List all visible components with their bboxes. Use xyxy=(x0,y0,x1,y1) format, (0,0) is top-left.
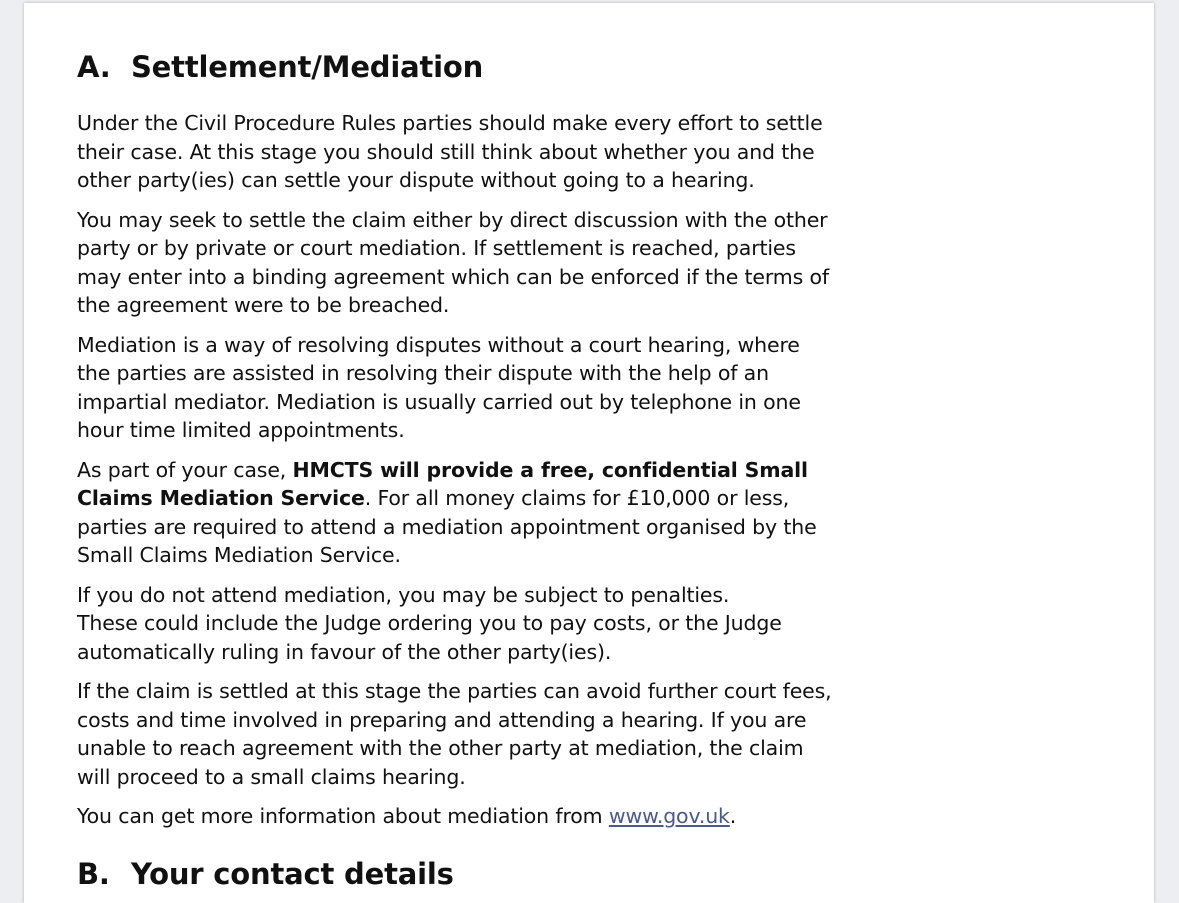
paragraph-hmcts-mediation-service xyxy=(77,456,837,570)
hmcts-bold-text: HMCTS will provide a free, confidential Small Claims Mediation Service xyxy=(77,457,808,510)
gov-uk-link[interactable]: www.gov.uk xyxy=(608,804,730,828)
paragraph-settle-claim: You may seek to settle the claim either by direct discussion with the other party or by private or court mediation. If settlement is reached, parties may enter into a binding agreement which can be enforced if the terms of the agreement were to be breached. xyxy=(77,207,829,317)
section-b-number: B. xyxy=(77,857,110,891)
paragraph-more-information xyxy=(77,802,837,831)
paragraph-civil-procedure-rules: Under the Civil Procedure Rules parties should make every effort to settle their case. At this stage you should still think about whether you and the other party(ies) can settle your dispute without going to a hearing. xyxy=(77,111,823,192)
section-a xyxy=(77,47,837,842)
section-a-heading xyxy=(77,47,837,87)
more-info-suffix: . xyxy=(729,804,737,828)
hmcts-suffix-text: . For all money claims for £10,000 or less, parties are required to attend a mediation appointment organised by the Small Claims Mediation Service. xyxy=(77,486,817,567)
section-b-heading xyxy=(77,854,454,894)
paragraph-penalties xyxy=(77,581,837,667)
paragraph-mediation-definition: Mediation is a way of resolving disputes without a court hearing, where the parties are assisted in resolving their dispute with the help of an impartial mediator. Mediation is usually carried out by telephone in one hour time limited appointments. xyxy=(77,332,801,442)
section-a-title: Settlement/Mediation xyxy=(131,50,484,84)
section-a-number: A. xyxy=(77,50,111,84)
document-page xyxy=(24,3,1154,903)
penalties-line-2: These could include the Judge ordering you to pay costs, or the Judge automatically ruling in favour of the other party(ies). xyxy=(77,611,782,664)
more-info-prefix: You can get more information about mediation from xyxy=(77,804,609,828)
penalties-line-1: If you do not attend mediation, you may be subject to penalties. xyxy=(77,582,730,607)
section-b-title: Your contact details xyxy=(131,857,454,891)
hmcts-prefix-text: As part of your case, xyxy=(77,457,293,482)
paragraph-settlement-benefits: If the claim is settled at this stage the parties can avoid further court fees, costs and time involved in preparing and attending a hearing. If you are unable to reach agreement with the other party at mediation, the claim will proceed to a small claims hearing. xyxy=(77,679,832,789)
